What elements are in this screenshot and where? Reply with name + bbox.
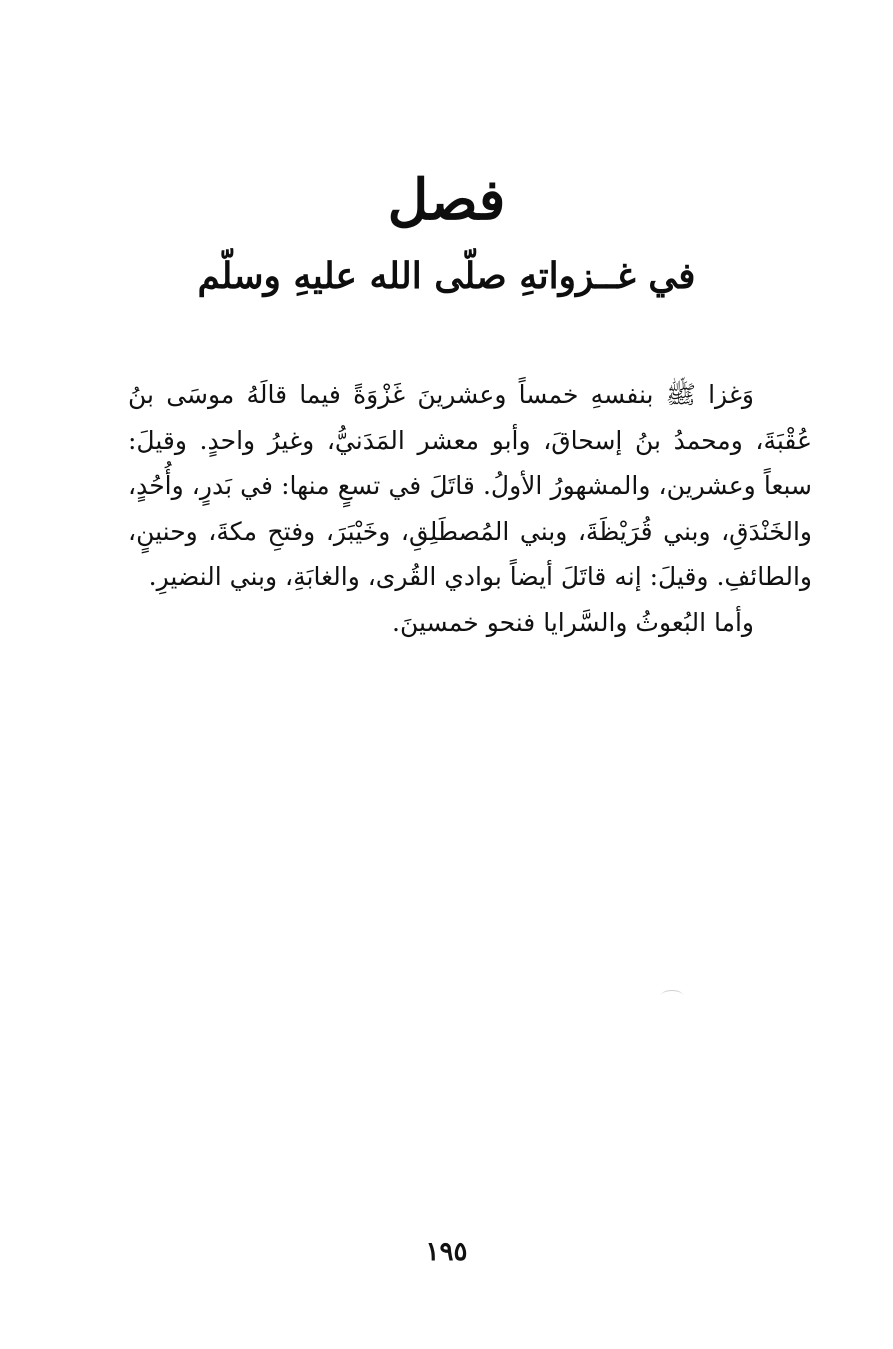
paragraph: وَغزا ﷺ بنفسهِ خمساً وعشرينَ غَزْوَةً فيما قالَهُ موسَى بنُ عُقْبَةَ، ومحمدُ بنُ إسحاقَ، وأبو معشر المَدَنيُّ، وغيرُ واحدٍ. وقيلَ: سبعاً وعشرين، والمشهورُ الأولُ. قاتَلَ في تسعٍ منها: في بَدرٍ، وأُحُدٍ، والخَنْدَقِ، وبني قُرَيْظَةَ، وبني المُصطَلِقِ، وخَيْبَرَ، وفتحِ مكةَ، وحنينٍ، والطائفِ. وقيلَ: إنه قاتَلَ أيضاً بوادي القُرى، والغابَةِ، وبني النضيرِ.: [128, 380, 812, 591]
section-title: فصل: [387, 167, 506, 233]
page-number: ١٩٥: [425, 1237, 468, 1267]
body-text: [128, 372, 812, 645]
section-subtitle: في غــزواتهِ صلّى الله عليهِ وسلّم: [197, 255, 696, 297]
paragraph: وأما البُعوثُ والسَّرايا فنحو خمسينَ.: [392, 607, 754, 637]
scan-speck: [661, 990, 683, 1001]
